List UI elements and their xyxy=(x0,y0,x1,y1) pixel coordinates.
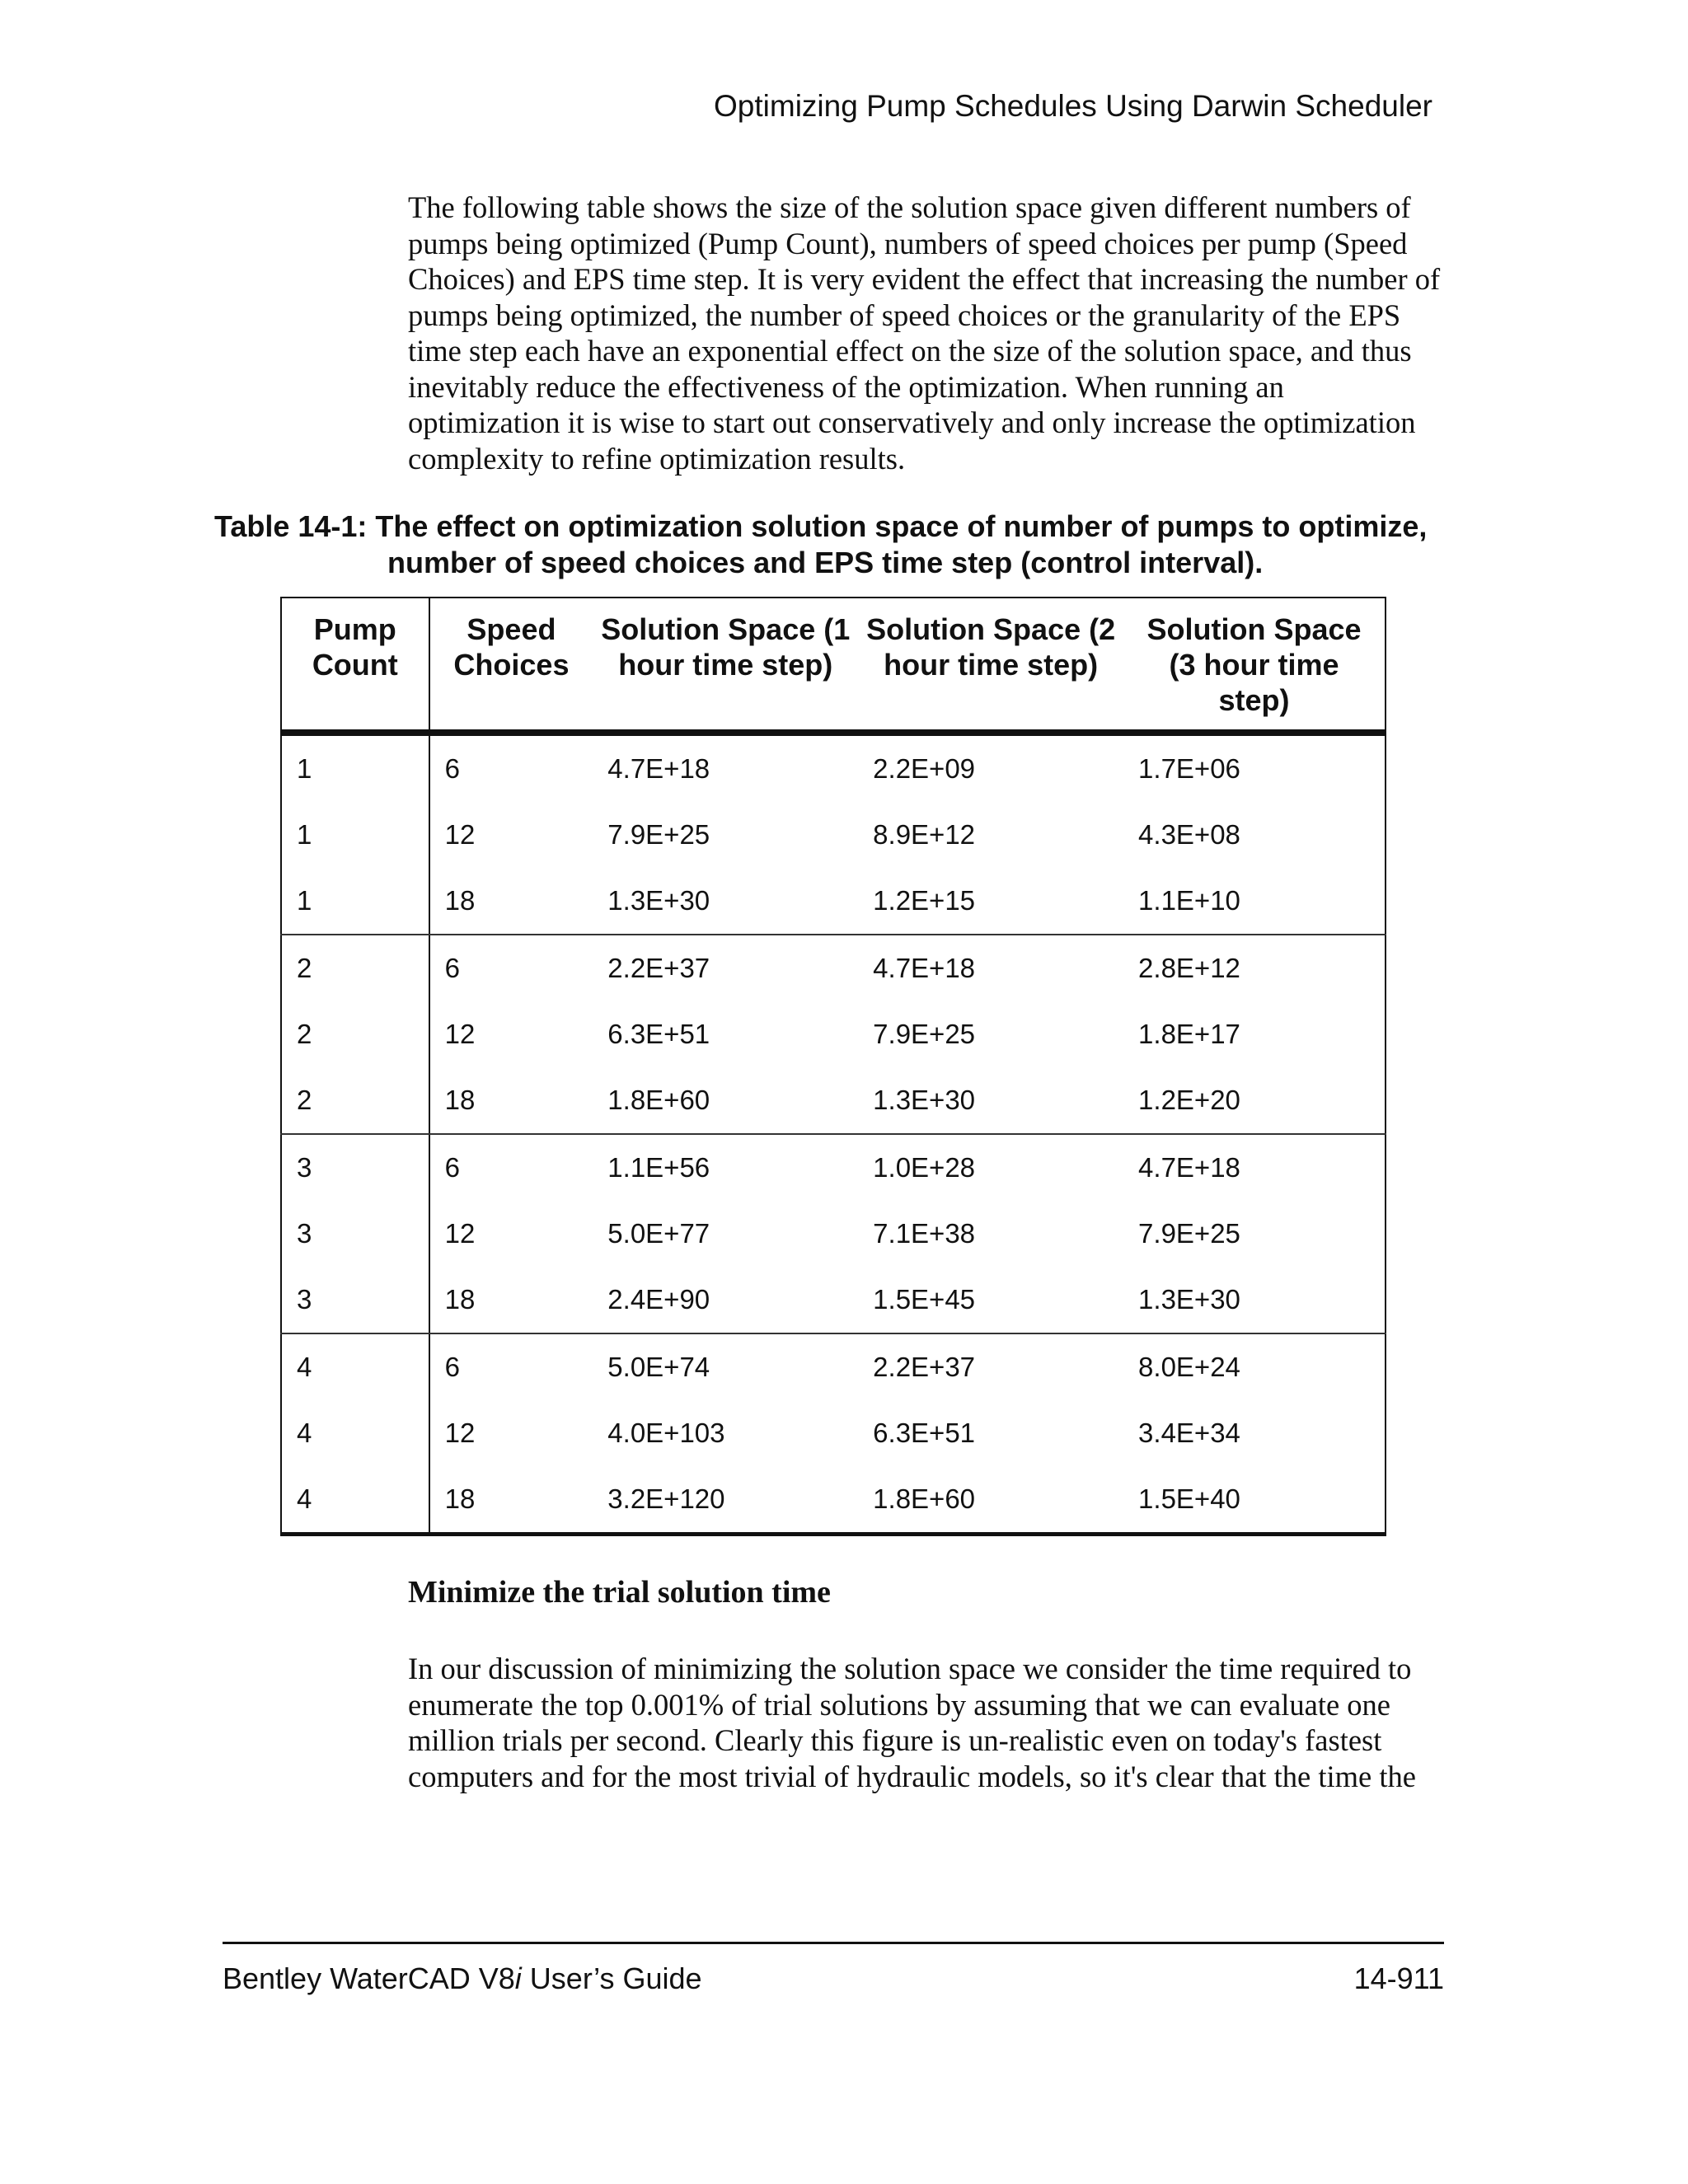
table-row xyxy=(281,1001,1386,1067)
cell-solution-space-1h: 7.9E+25 xyxy=(607,819,710,850)
footer-page-number: 14-911 xyxy=(1353,1961,1444,1995)
cell-solution-space-1h: 4.7E+18 xyxy=(607,753,710,784)
header-solution-space-1h: Solution Space (1 hour time step) xyxy=(593,598,858,733)
header-solution-space-3h: Solution Space (3 hour time step) xyxy=(1123,598,1386,733)
cell-pump-count: 4 xyxy=(281,1466,429,1535)
cell-speed-choices: 12 xyxy=(444,1218,476,1249)
cell-solution-space-2h: 2.2E+37 xyxy=(873,1352,976,1382)
cell-solution-space-1h: 1.3E+30 xyxy=(593,868,858,935)
cell-solution-space-1h: 2.2E+37 xyxy=(607,953,710,983)
cell-solution-space-1h: 3.2E+120 xyxy=(607,1483,725,1514)
footer-product-suffix: User’s Guide xyxy=(521,1961,702,1995)
cell-solution-space-2h: 2.2E+09 xyxy=(873,753,976,784)
cell-solution-space-3h: 1.2E+20 xyxy=(1123,1067,1386,1134)
table-header-row xyxy=(281,598,1386,733)
table-caption xyxy=(214,509,1451,581)
cell-solution-space-2h: 1.3E+30 xyxy=(858,1067,1123,1134)
footer-product-italic: i xyxy=(514,1961,522,1995)
cell-speed-choices: 18 xyxy=(429,868,593,935)
cell-solution-space-1h: 5.0E+74 xyxy=(607,1352,710,1382)
cell-pump-count: 4 xyxy=(281,1400,429,1466)
cell-pump-count: 3 xyxy=(281,1201,429,1267)
cell-speed-choices: 6 xyxy=(444,1352,460,1382)
footer-product-title xyxy=(223,1961,702,1996)
solution-space-table xyxy=(280,597,1386,1536)
cell-solution-space-2h: 7.1E+38 xyxy=(873,1218,976,1249)
footer-divider xyxy=(223,1942,1444,1944)
cell-pump-count: 4 xyxy=(281,1333,429,1400)
cell-solution-space-3h: 3.4E+34 xyxy=(1138,1418,1240,1448)
cell-solution-space-3h: 2.8E+12 xyxy=(1138,953,1240,983)
cell-pump-count: 3 xyxy=(281,1134,429,1201)
cell-solution-space-1h: 2.4E+90 xyxy=(593,1267,858,1333)
cell-solution-space-3h: 7.9E+25 xyxy=(1138,1218,1240,1249)
running-header: Optimizing Pump Schedules Using Darwin Scheduler xyxy=(714,89,1432,123)
footer-product-prefix: Bentley WaterCAD V8 xyxy=(223,1961,515,1995)
cell-speed-choices: 18 xyxy=(444,1483,476,1514)
cell-solution-space-3h: 1.1E+10 xyxy=(1123,868,1386,935)
cell-solution-space-3h: 1.5E+40 xyxy=(1138,1483,1240,1514)
cell-solution-space-2h: 1.0E+28 xyxy=(873,1152,976,1183)
section-heading: Minimize the trial solution time xyxy=(408,1575,831,1610)
table-body xyxy=(281,733,1386,1535)
cell-speed-choices: 12 xyxy=(444,819,476,850)
table-row xyxy=(281,1067,1386,1134)
cell-speed-choices: 12 xyxy=(444,1418,476,1448)
table-row xyxy=(281,1134,1386,1201)
cell-solution-space-2h: 1.8E+60 xyxy=(873,1483,976,1514)
table-row xyxy=(281,1400,1386,1466)
cell-solution-space-3h: 1.8E+17 xyxy=(1138,1019,1240,1049)
cell-solution-space-2h: 8.9E+12 xyxy=(873,819,976,850)
cell-speed-choices: 12 xyxy=(444,1019,476,1049)
cell-solution-space-2h: 1.2E+15 xyxy=(858,868,1123,935)
cell-solution-space-1h: 6.3E+51 xyxy=(607,1019,710,1049)
table-caption-line-2: number of speed choices and EPS time step (control interval). xyxy=(387,546,1264,579)
cell-solution-space-3h: 1.3E+30 xyxy=(1123,1267,1386,1333)
table-caption-line-1: Table 14-1: The effect on optimization solution space of number of pumps to optimize, xyxy=(214,509,1428,543)
cell-solution-space-3h: 4.3E+08 xyxy=(1138,819,1240,850)
cell-speed-choices: 6 xyxy=(444,953,460,983)
table-row xyxy=(281,733,1386,802)
cell-solution-space-2h: 4.7E+18 xyxy=(873,953,976,983)
header-solution-space-2h: Solution Space (2 hour time step) xyxy=(858,598,1123,733)
cell-solution-space-2h: 1.5E+45 xyxy=(858,1267,1123,1333)
cell-speed-choices: 18 xyxy=(429,1267,593,1333)
header-speed-choices: Speed Choices xyxy=(429,598,593,733)
cell-pump-count: 1 xyxy=(281,733,429,802)
cell-solution-space-1h: 5.0E+77 xyxy=(607,1218,710,1249)
cell-solution-space-3h: 1.7E+06 xyxy=(1138,753,1240,784)
cell-pump-count: 2 xyxy=(281,1067,429,1134)
cell-solution-space-1h: 1.1E+56 xyxy=(607,1152,710,1183)
cell-speed-choices: 6 xyxy=(444,753,460,784)
cell-pump-count: 2 xyxy=(281,1001,429,1067)
table-row xyxy=(281,1201,1386,1267)
cell-speed-choices: 18 xyxy=(429,1067,593,1134)
cell-pump-count: 1 xyxy=(281,868,429,935)
cell-solution-space-1h: 4.0E+103 xyxy=(607,1418,725,1448)
cell-speed-choices: 6 xyxy=(444,1152,460,1183)
table-row xyxy=(281,935,1386,1001)
header-pump-count: Pump Count xyxy=(281,598,429,733)
intro-paragraph: The following table shows the size of the solution space given different numbers of pumps being optimized (Pump Count), numbers of speed choices per pump (Speed Choices) and EPS time step. It is very evident the effect that increasing the number of pumps being optimized, the number of speed choices or the granularity of the EPS time step each have an exponential effect on the size of the solution space, and thus inevitably reduce the effectiveness of the optimization. When running an optimization it is wise to start out conservatively and only increase the optimization complexity to refine optimization results. xyxy=(408,190,1441,476)
cell-pump-count: 2 xyxy=(281,935,429,1001)
table-row xyxy=(281,802,1386,868)
table-row xyxy=(281,868,1386,935)
table-row xyxy=(281,1333,1386,1400)
cell-pump-count: 3 xyxy=(281,1267,429,1333)
cell-solution-space-3h: 8.0E+24 xyxy=(1138,1352,1240,1382)
table-row xyxy=(281,1466,1386,1535)
cell-pump-count: 1 xyxy=(281,802,429,868)
cell-solution-space-3h: 4.7E+18 xyxy=(1138,1152,1240,1183)
table-row xyxy=(281,1267,1386,1333)
cell-solution-space-2h: 6.3E+51 xyxy=(873,1418,976,1448)
section-paragraph: In our discussion of minimizing the solution space we consider the time required to enumerate the top 0.001% of trial solutions by assuming that we can evaluate one million trials per second. Clearly this figure is un-realistic even on today's fastest computers and for the most trivial of hydraulic models, so it's clear that the time the xyxy=(408,1652,1416,1793)
cell-solution-space-1h: 1.8E+60 xyxy=(593,1067,858,1134)
cell-solution-space-2h: 7.9E+25 xyxy=(873,1019,976,1049)
